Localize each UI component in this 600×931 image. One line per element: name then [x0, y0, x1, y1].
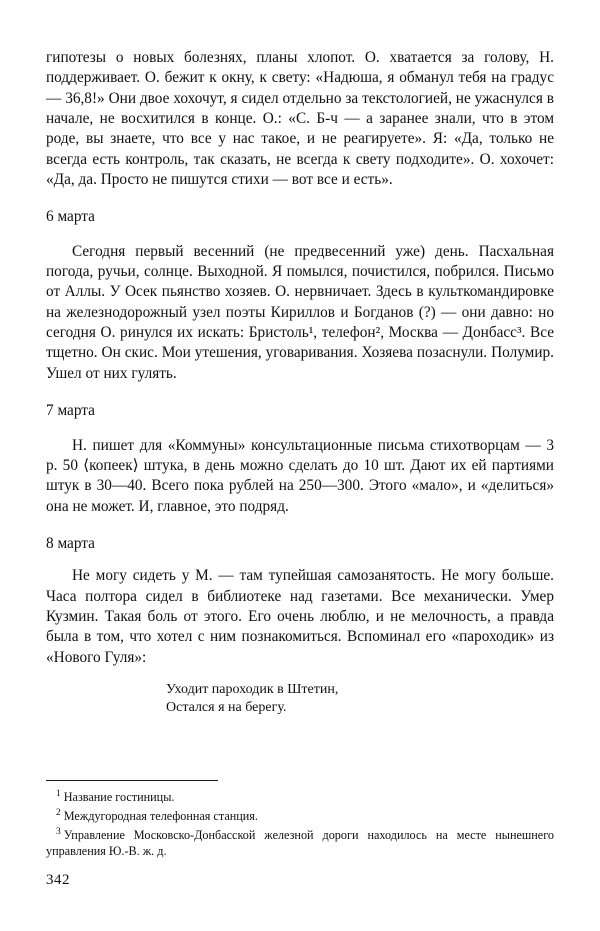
verse-quotation: [46, 681, 554, 718]
paragraph-continued: гипотезы о новых болезнях, планы хлопот. О. хватается за голову, Н. поддерживает. О. бежит к окну, к свету: «Надюша, я обманул тебя на градус — 36,8!» Они двое хохочут, я сидел отдельно за текстологией, не ужаснулся в начале, не восхитился в конце. О.: «С. Б-ч — а заранее знали, что в этом роде, вы знаете, что все у нас такое, и не реагируете». Я: «Да, только не всегда есть контроль, так сказать, не всегда к свету подходите». О. хохочет: «Да, да. Просто не пишутся стихи — вот все и есть».: [46, 49, 554, 189]
footnotes-section: [46, 780, 554, 861]
paragraph-6-march: Сегодня первый весенний (не предвесенний уже) день. Пасхальная погода, ручьи, солнце. Выходной. Я помылся, почистился, побрился. Письмо от Аллы. У Осек пьянство хозяев. О. нервничает. Здесь в культкомандировке на железнодорожный узел поэты Кириллов и Богданов (?) — они давно: но сегодня О. ринулся их искать: Бристоль¹, телефон², Москва — Донбасс³. Все тщетно. Он скис. Мои утешения, уговаривания. Хозяева позаснули. Полумир. Ушел от них гулять.: [46, 242, 554, 382]
footnote-3: [46, 826, 554, 860]
page-number: 342: [46, 872, 70, 888]
footnote-marker: 2: [56, 807, 61, 818]
footnote-text: Междугородная телефонная станция.: [63, 808, 258, 823]
footnote-marker: 1: [56, 789, 61, 799]
date-heading-7-march: 7 марта: [46, 402, 95, 420]
date-heading-6-march: 6 марта: [46, 208, 95, 226]
footnote-text: Название гостиницы.: [63, 790, 175, 805]
paragraph-8-march: Не могу сидеть у М. — там тупейшая самозанятость. Не могу больше. Часа полтора сидел в библиотеке над газетами. Все механически. Умер Кузмин. Такая боль от этого. Его очень люблю, и не мелочность, а правда была в том, что хотел с ним познакомиться. Вспоминал его «пароходик» из «Нового Гуля»:: [46, 567, 554, 666]
verse-line: Остался я на берегу.: [166, 700, 287, 716]
verse-line: Уходит пароходик в Штетин,: [166, 681, 339, 697]
footnote-marker: 3: [56, 826, 61, 837]
footnote-2: [46, 807, 554, 825]
page-body: [46, 48, 554, 718]
footnote-1: [46, 788, 554, 806]
paragraph-7-march: Н. пишет для «Коммуны» консультационные письма стихотворцам — 3 р. 50 ⟨копеек⟩ штука, в день можно сделать до 10 шт. Дают их ей партиями штук в 30—40. Всего пока рублей на 250—300. Этого «мало», и «делиться» она не может. И, главное, это подряд.: [46, 436, 554, 515]
footnote-text: Управление Московско-Донбасской железной дороги находилось на месте нынешнего управления Ю.-В. ж. д.: [46, 827, 554, 858]
date-heading-8-march: 8 марта: [46, 534, 95, 552]
footnote-separator-rule: [46, 780, 218, 781]
